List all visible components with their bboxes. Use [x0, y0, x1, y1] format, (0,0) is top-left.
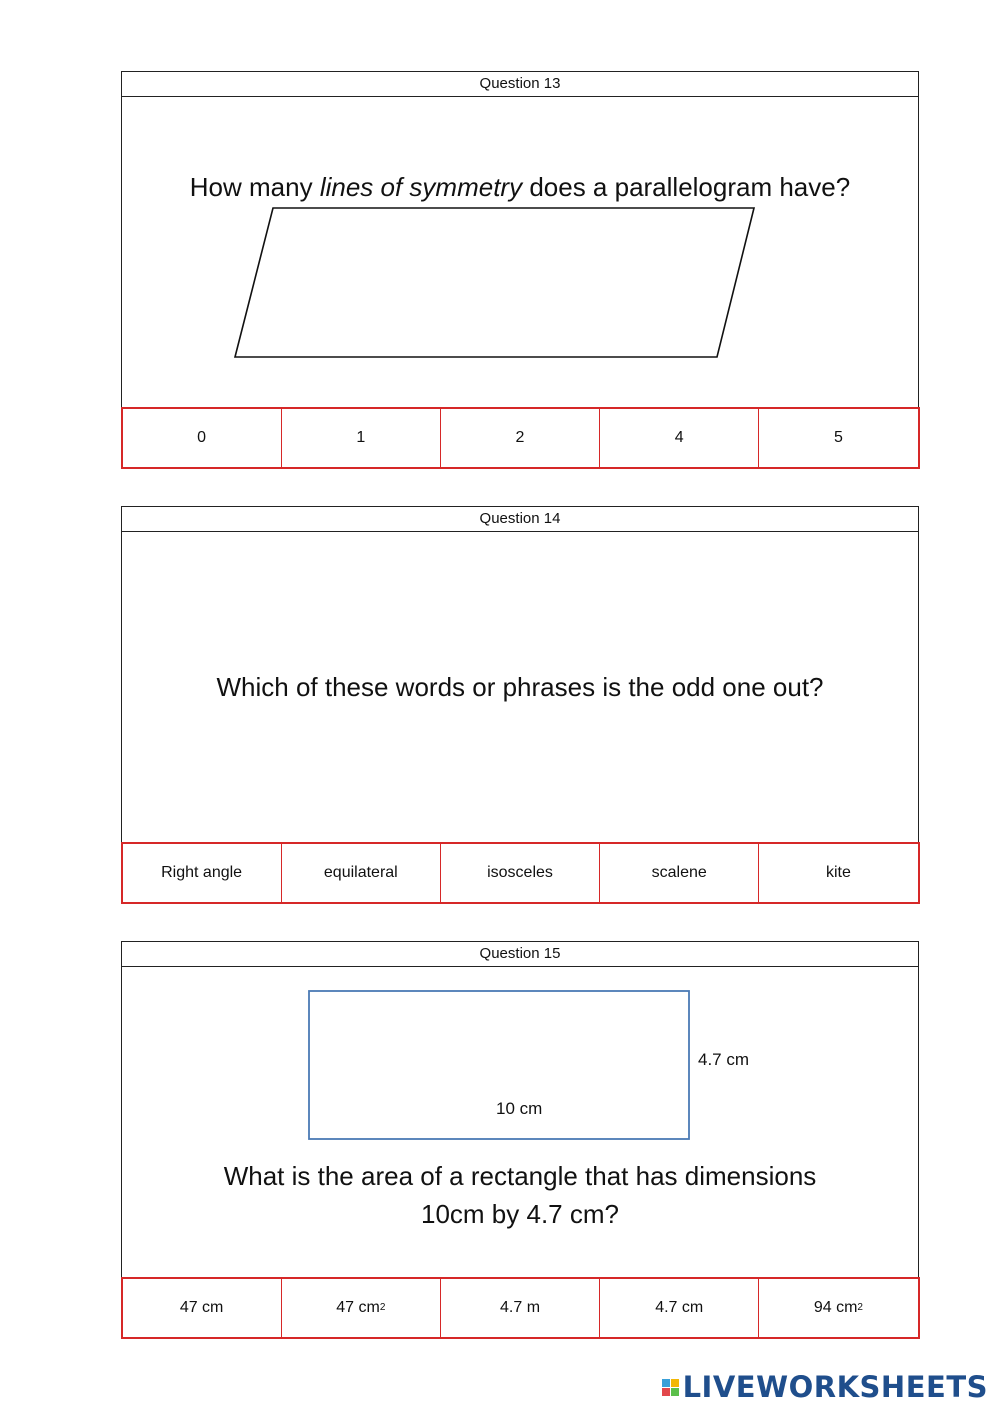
answer-label: isosceles [487, 863, 553, 881]
question-header: Question 14 [122, 507, 918, 532]
question-text-line-2: 10cm by 4.7 cm? [421, 1199, 619, 1229]
answer-option-5[interactable] [759, 1279, 917, 1337]
answer-label: Right angle [161, 863, 243, 881]
answer-option-2[interactable] [282, 409, 441, 467]
answer-label: 94 cm [813, 1298, 858, 1316]
rectangle-width-label: 10 cm [496, 1099, 543, 1118]
answer-superscript: 2 [379, 1302, 386, 1313]
answer-options [121, 1277, 920, 1339]
answer-label: 47 cm [179, 1298, 224, 1316]
question-text-emphasis: lines of symmetry [319, 172, 523, 202]
question-header: Question 13 [122, 72, 918, 97]
answer-option-1[interactable] [123, 1279, 282, 1337]
answer-option-3[interactable] [441, 1279, 600, 1337]
rectangle-figure [122, 967, 920, 1167]
answer-label: 4.7 m [500, 1298, 541, 1316]
answer-option-5[interactable] [759, 409, 917, 467]
answer-option-1[interactable] [123, 409, 282, 467]
answer-option-4[interactable] [600, 409, 759, 467]
answer-option-2[interactable] [282, 1279, 441, 1337]
answer-label: 5 [833, 428, 843, 446]
parallelogram-shape [235, 208, 754, 357]
answer-label: 4.7 cm [655, 1298, 704, 1316]
answer-option-4[interactable] [600, 1279, 759, 1337]
answer-option-2[interactable] [282, 844, 441, 902]
answer-label: 4 [674, 428, 684, 446]
logo-text: LIVEWORKSHEETS [682, 1370, 988, 1404]
answer-option-4[interactable] [600, 844, 759, 902]
answer-option-3[interactable] [441, 409, 600, 467]
answer-label: 1 [356, 428, 366, 446]
answer-option-5[interactable] [759, 844, 917, 902]
question-card-14 [121, 506, 919, 903]
rectangle-height-label: 4.7 cm [698, 1050, 750, 1069]
answer-label: kite [825, 863, 851, 881]
question-text-start: How many [189, 172, 320, 202]
answer-label: equilateral [323, 863, 398, 881]
answer-label: 0 [197, 428, 207, 446]
answer-superscript: 2 [857, 1302, 863, 1313]
answer-label: scalene [651, 863, 707, 881]
liveworksheets-logo [662, 1370, 988, 1404]
answer-option-1[interactable] [123, 844, 282, 902]
answer-options [121, 842, 920, 904]
question-card-13 [121, 71, 919, 468]
answer-label: 47 cm [336, 1298, 380, 1316]
logo-blocks-icon [662, 1379, 679, 1396]
question-text: Which of these words or phrases is the odd one out? [216, 672, 824, 702]
question-text-line-1: What is the area of a rectangle that has dimensions [223, 1161, 817, 1191]
answer-options [121, 407, 920, 469]
answer-label: 2 [515, 428, 525, 446]
question-text-end: does a parallelogram have? [522, 172, 851, 202]
question-card-15 [121, 941, 919, 1338]
answer-option-3[interactable] [441, 844, 600, 902]
question-header: Question 15 [122, 942, 918, 967]
